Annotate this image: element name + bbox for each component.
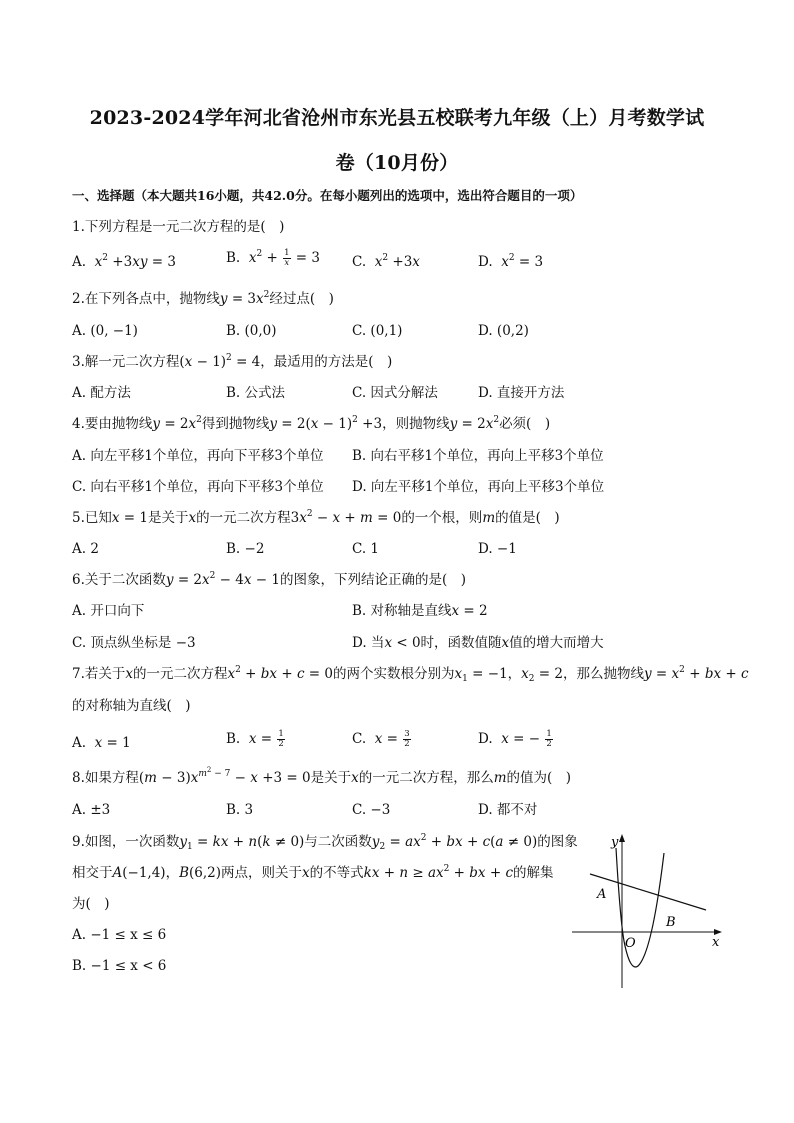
question-9-stem-line3: 为( ) (72, 896, 110, 912)
question-8-stem: 8.如果方程$(m - 3)x^{m^2 - 7} - x +3 = 0$是关于x的一元二次方程，那么m的值为( ) (72, 766, 572, 786)
q6-option-b: B. 对称轴是直线x = 2 (352, 603, 488, 619)
q7-option-d: D. x = − $\frac{1}{2}$ (478, 729, 552, 749)
q4-option-c: C. 向右平移1个单位，再向下平移3个单位 (72, 479, 324, 495)
q5-option-d: D. −1 (478, 541, 517, 557)
question-7-stem-line2: 的对称轴为直线( ) (72, 698, 191, 714)
q6-option-c: C. 顶点纵坐标是 −3 (72, 635, 196, 651)
q3-option-c: C. 因式分解法 (352, 385, 438, 401)
point-b-label: B (666, 915, 676, 930)
q8-option-a: A. ±3 (72, 802, 111, 818)
question-9-stem-line2: 相交于A(−1,4)，B(6,2)两点，则关于x的不等式kx + $n \ge ax^2$ + bx + c的解集 (72, 864, 554, 881)
q9-option-a: A. −1 ≤ x ≤ 6 (72, 927, 167, 943)
exam-title-line1: 2023-2024学年河北省沧州市东光县五校联考九年级（上）月考数学试 (89, 107, 705, 129)
q7-option-c: C. x = $\frac{3}{2}$ (352, 729, 410, 749)
q1-option-a: A. $x^2 +3xy = 3$ (72, 253, 176, 270)
question-4-stem: 4.要由抛物线$y = 2x^2$得到抛物线$y = 2(x - 1)^2 +3$，则抛物线$y = 2x^2$必须( ) (72, 415, 551, 432)
q3-option-b: B. 公式法 (226, 385, 286, 401)
q4-option-a: A. 向左平移1个单位，再向下平移3个单位 (72, 448, 324, 464)
q6-option-a: A. 开口向下 (72, 603, 145, 619)
q1-option-c: C. $x^2 +3x$ (352, 253, 420, 270)
q1-option-d: D. $x^2 = 3$ (478, 253, 544, 270)
q2-option-b: B. (0,0) (226, 323, 277, 339)
q7-option-a: A. x = 1 (72, 735, 131, 751)
q4-option-d: D. 向左平移1个单位，再向上平移3个单位 (352, 479, 605, 495)
q4-option-b: B. 向右平移1个单位，再向上平移3个单位 (352, 448, 604, 464)
question-2-stem: 2.在下列各点中，抛物线$y = 3x^2$经过点( ) (72, 290, 334, 307)
q8-option-d: D. 都不对 (478, 802, 538, 818)
exam-title-line2: 卷（10月份） (335, 152, 459, 174)
question-9-stem-line1: 9.如图，一次函数$y_1$ = kx + n(k ≠ 0)与二次函数$y_2 = ax^2$ + bx + c(a ≠ 0)的图象 (72, 833, 578, 852)
q9-function-graph (568, 828, 728, 993)
section-heading: 一、选择题（本大题共16小题，共42.0分。在每小题列出的选项中，选出符合题目的一项） (72, 188, 583, 203)
q5-option-a: A. 2 (72, 541, 99, 557)
q1-option-b: B. $x^2$ + $\frac{1}{x}$ = 3 (226, 248, 320, 268)
question-5-stem: 5.已知x = 1是关于x的一元二次方程$3x^2 - x + m = 0$的一个根，则m的值是( ) (72, 509, 560, 526)
q5-option-b: B. −2 (226, 541, 265, 557)
question-6-stem: 6.关于二次函数$y = 2x^2 - 4x - 1$的图象，下列结论正确的是( ) (72, 571, 467, 588)
q2-option-c: C. (0,1) (352, 323, 403, 339)
q7-option-b: B. x = $\frac{1}{2}$ (226, 729, 284, 749)
question-7-stem-line1: 7.若关于x的一元二次方程$x^2$ + bx + c = 0的两个实数根分别为$x_1 = -1$，$x_2 = 2$，那么抛物线$y = x^2$ + bx + c (72, 665, 749, 684)
y-axis-arrow-icon (619, 834, 625, 842)
q3-option-d: D. 直接开方法 (478, 385, 565, 401)
question-3-stem: 3.解一元二次方程$(x - 1)^2 = 4$，最适用的方法是( ) (72, 353, 393, 370)
question-1-stem: 1.下列方程是一元二次方程的是( ) (72, 219, 285, 235)
q8-option-b: B. 3 (226, 802, 254, 818)
q2-option-d: D. (0,2) (478, 323, 529, 339)
q5-option-c: C. 1 (352, 541, 380, 557)
origin-label: O (625, 936, 636, 951)
q6-option-d: D. 当x < 0时，函数值随x值的增大而增大 (352, 635, 604, 651)
y-axis-label: y (611, 835, 619, 850)
linear-function-line (590, 874, 706, 910)
q8-option-c: C. −3 (352, 802, 391, 818)
q2-option-a: A. (0, −1) (72, 323, 138, 339)
parabola-curve (616, 848, 664, 967)
x-axis-label: x (712, 935, 720, 950)
q3-option-a: A. 配方法 (72, 385, 131, 401)
point-a-label: A (597, 887, 607, 902)
q9-option-b: B. −1 ≤ x < 6 (72, 958, 167, 974)
